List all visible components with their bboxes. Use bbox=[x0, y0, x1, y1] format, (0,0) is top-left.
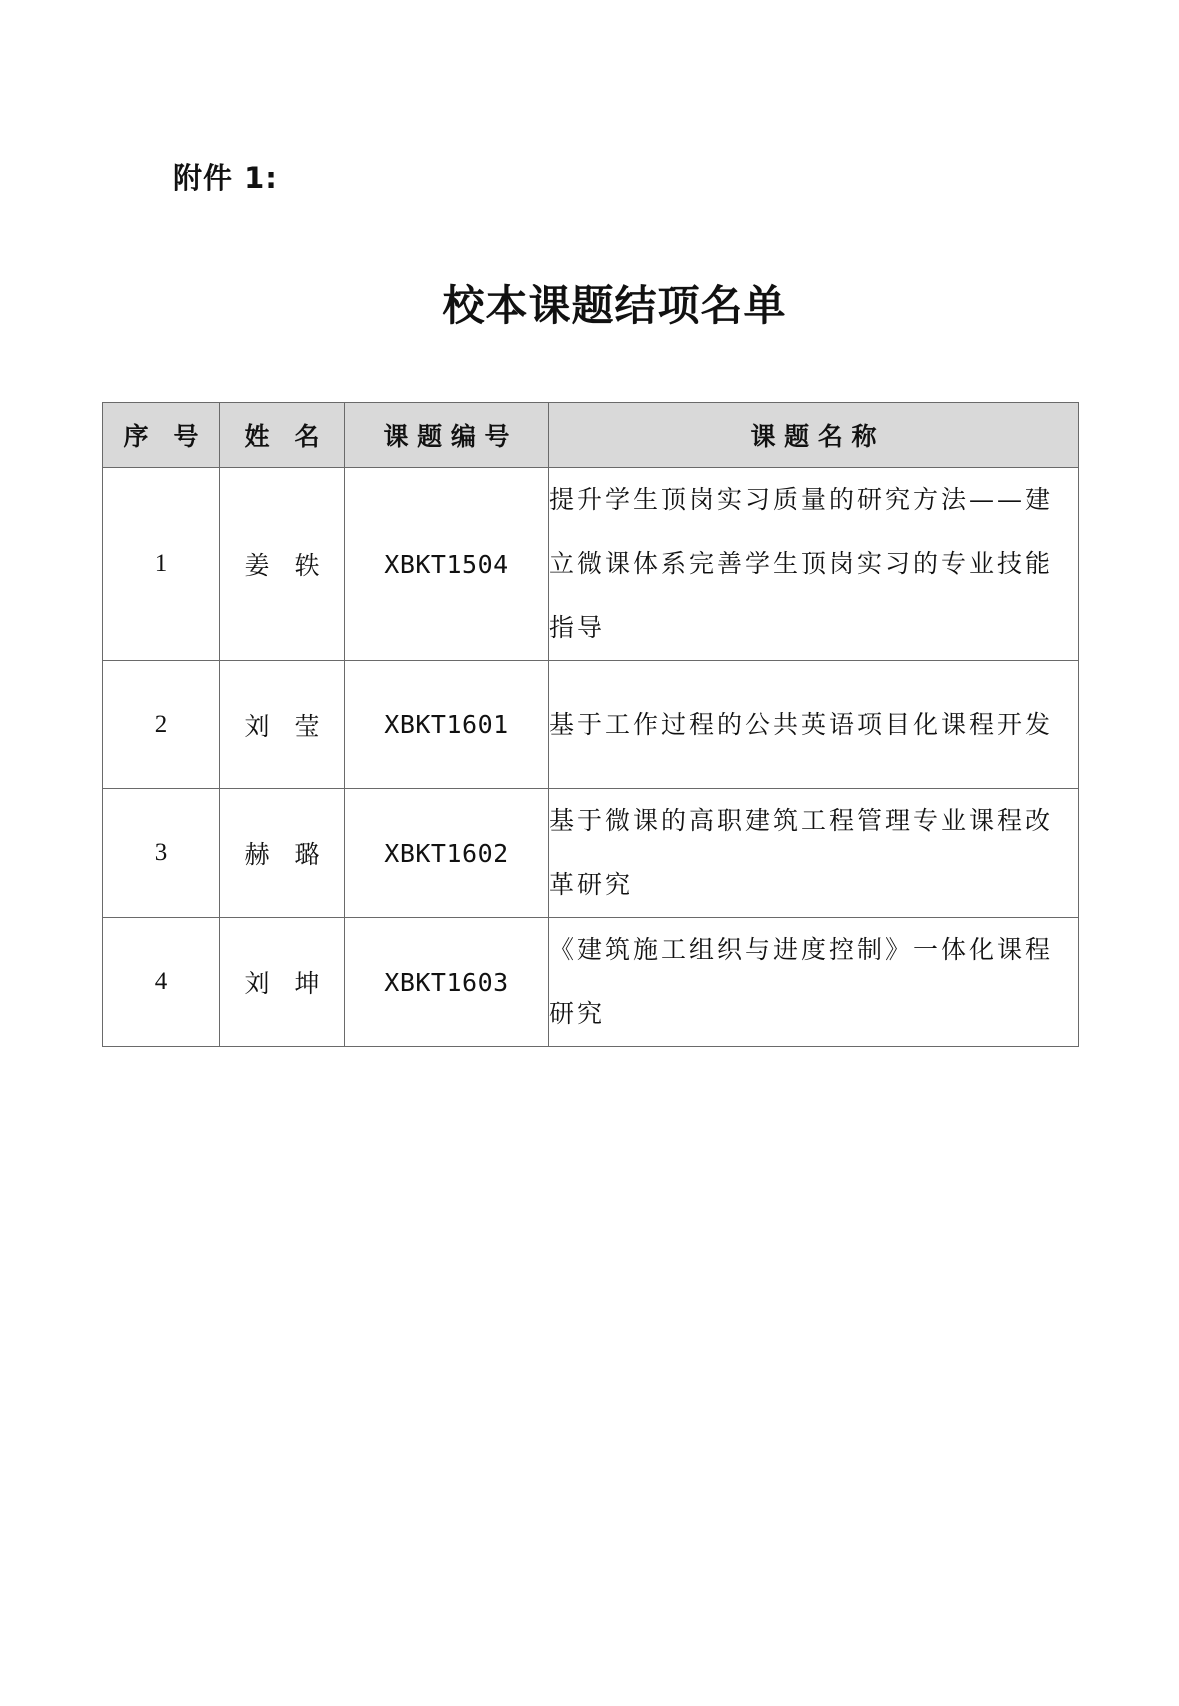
table-header-row bbox=[103, 403, 1079, 468]
page-title: 校本课题结项名单 bbox=[442, 281, 787, 330]
table-row bbox=[103, 789, 1079, 918]
row-title: 基于微课的高职建筑工程管理专业课程改革研究 bbox=[549, 789, 1079, 918]
row-title: 基于工作过程的公共英语项目化课程开发 bbox=[549, 661, 1079, 789]
row-name: 刘 莹 bbox=[220, 661, 345, 789]
table-row bbox=[103, 918, 1079, 1047]
row-name: 赫 璐 bbox=[220, 789, 345, 918]
project-list-table bbox=[102, 402, 1079, 1047]
row-code: XBKT1601 bbox=[345, 661, 549, 789]
table-row bbox=[103, 661, 1079, 789]
header-code: 课 题 编 号 bbox=[345, 403, 549, 468]
row-code: XBKT1603 bbox=[345, 918, 549, 1047]
header-title: 课 题 名 称 bbox=[549, 403, 1079, 468]
row-seq: 2 bbox=[103, 661, 220, 789]
header-seq: 序 号 bbox=[103, 403, 220, 468]
row-name: 姜 轶 bbox=[220, 468, 345, 661]
row-name: 刘 坤 bbox=[220, 918, 345, 1047]
row-code: XBKT1504 bbox=[345, 468, 549, 661]
row-seq: 1 bbox=[103, 468, 220, 661]
row-code: XBKT1602 bbox=[345, 789, 549, 918]
header-name: 姓 名 bbox=[220, 403, 345, 468]
row-title: 提升学生顶岗实习质量的研究方法——建立微课体系完善学生顶岗实习的专业技能指导 bbox=[549, 468, 1079, 661]
row-seq: 4 bbox=[103, 918, 220, 1047]
row-title: 《建筑施工组织与进度控制》一体化课程研究 bbox=[549, 918, 1079, 1047]
table-row bbox=[103, 468, 1079, 661]
row-seq: 3 bbox=[103, 789, 220, 918]
attachment-label: 附件 1: bbox=[173, 161, 278, 195]
